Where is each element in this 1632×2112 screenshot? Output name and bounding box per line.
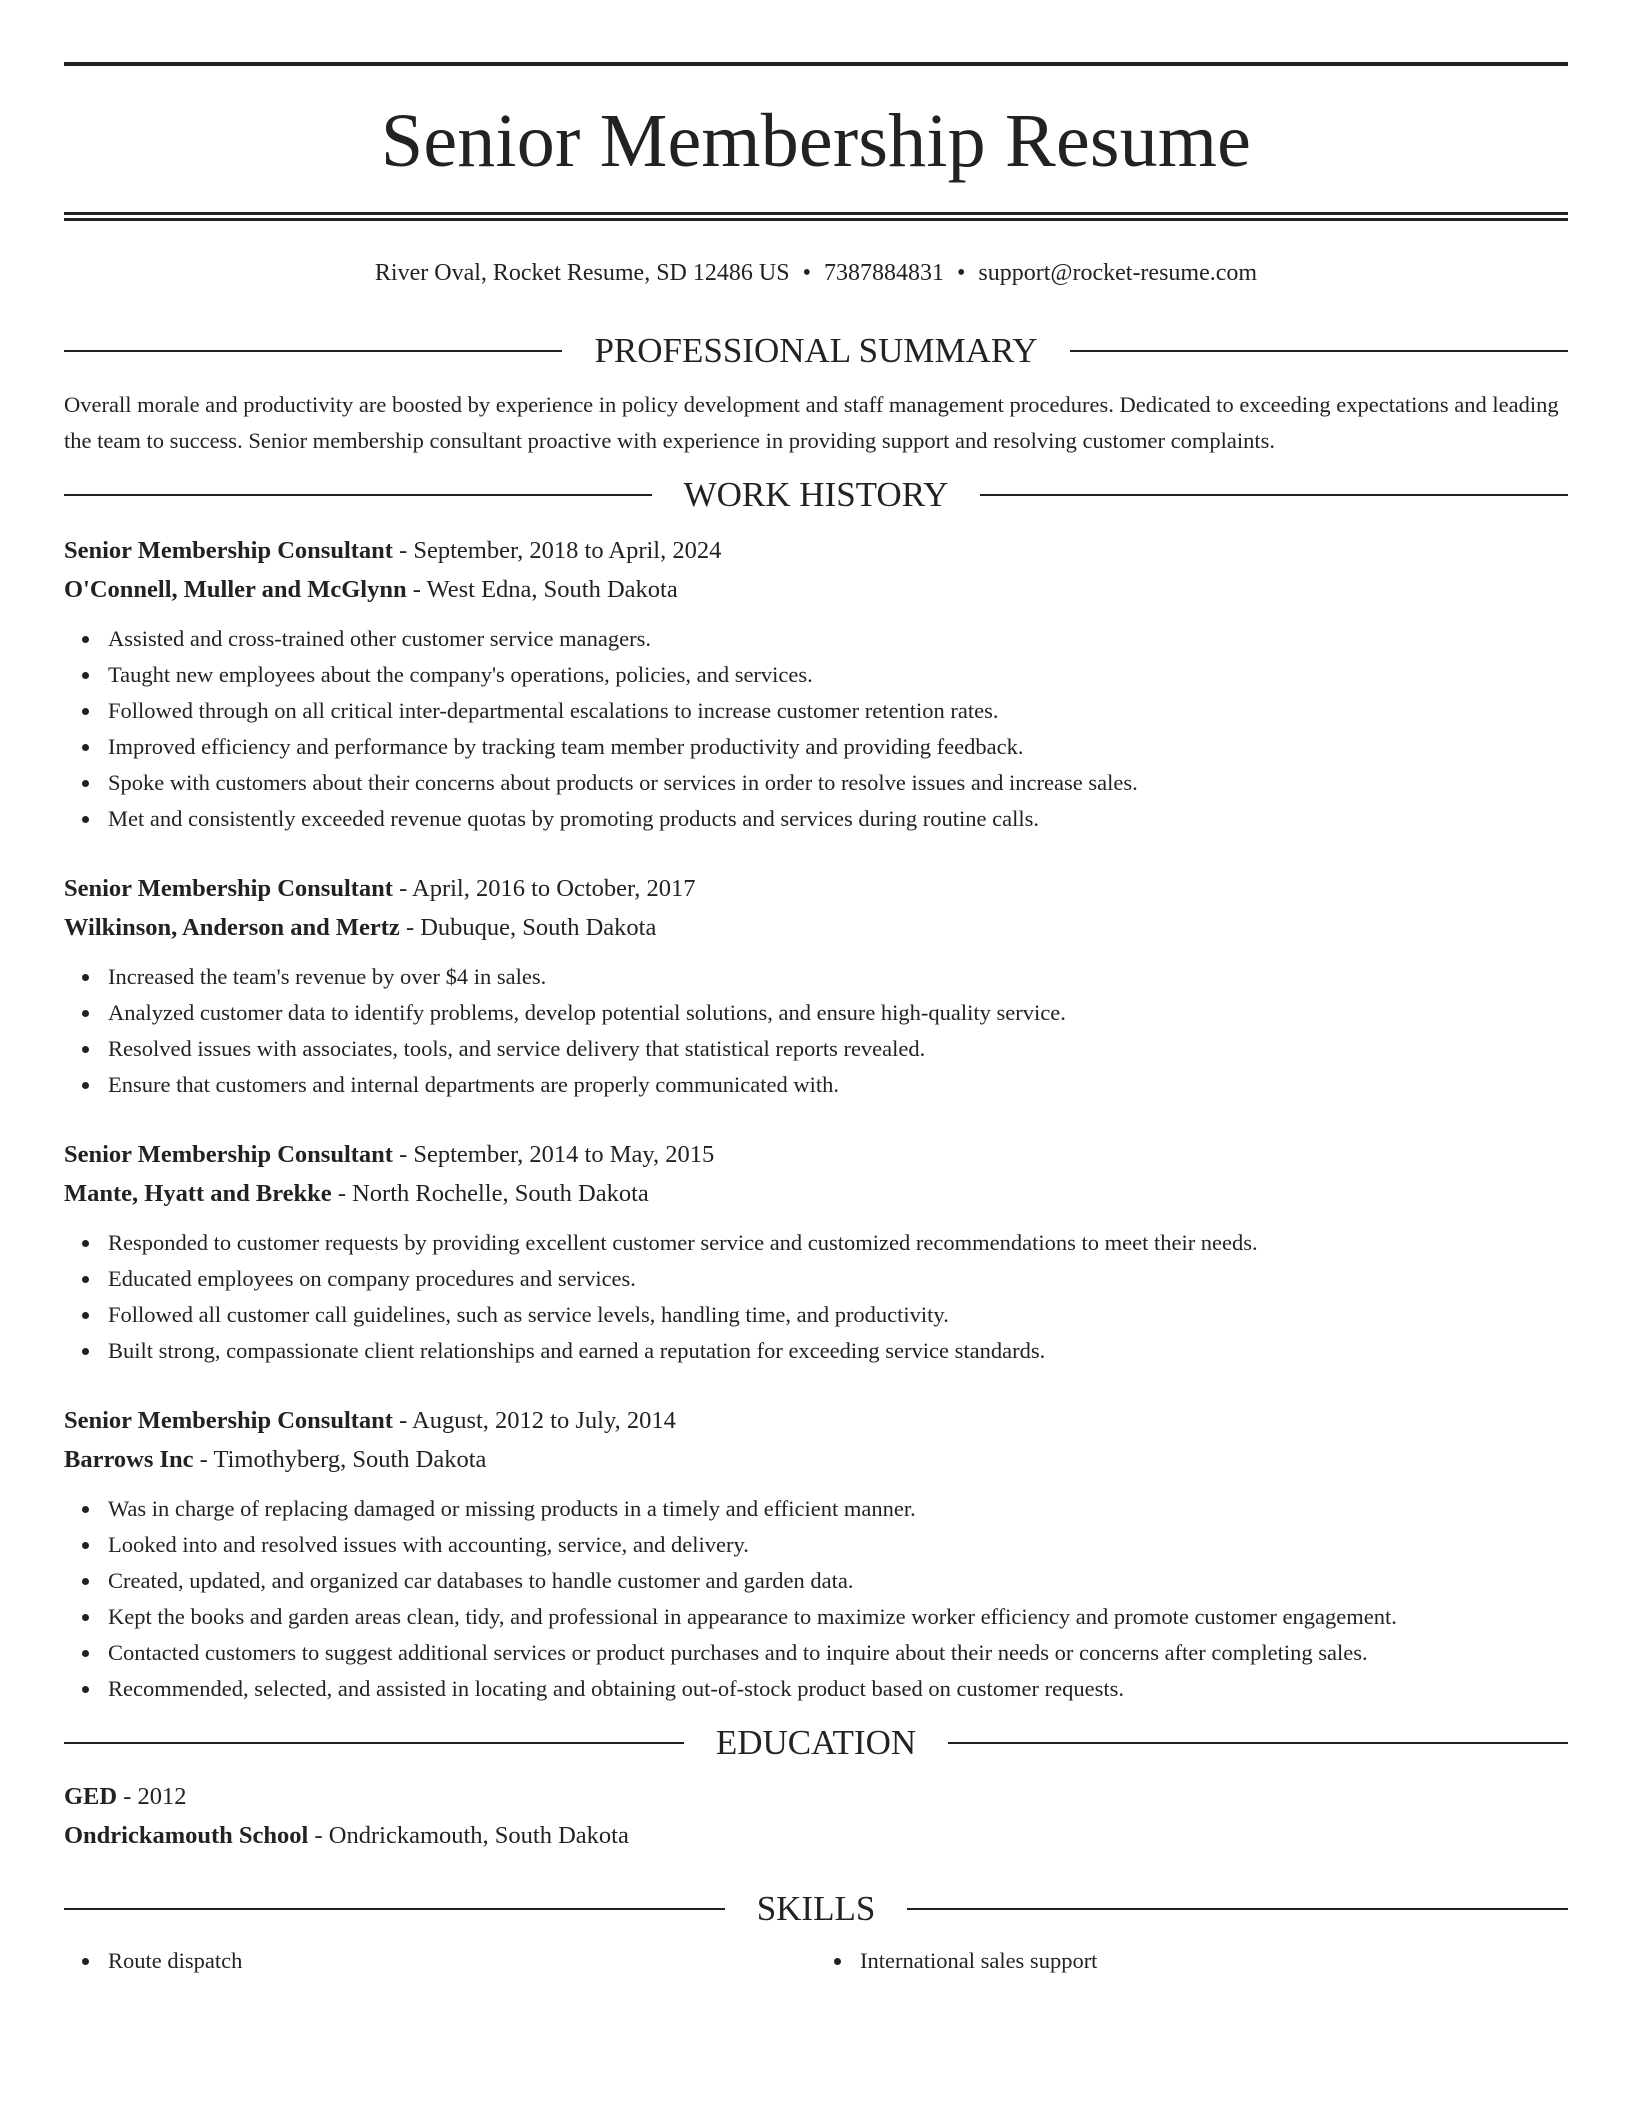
section-title-work: WORK HISTORY <box>683 475 949 514</box>
job-company: Wilkinson, Anderson and Mertz <box>64 914 400 941</box>
job-bullet: Taught new employees about the company's operations, policies, and services. <box>108 657 1568 693</box>
job-bullet-list <box>64 1491 1568 1707</box>
job-title: Senior Membership Consultant <box>64 537 393 564</box>
summary-text: Overall morale and productivity are boosted by experience in policy development and staff management procedures. Dedicated to exceeding expectations and leading the team to success. Senior membership consultant proactive with experience in providing support and resolving customer complaints. <box>64 392 1559 453</box>
section-header-education <box>64 1721 1568 1765</box>
section-rule-right <box>907 1908 1568 1910</box>
section-rule-right <box>948 1742 1568 1744</box>
job-bullet: Followed through on all critical inter-departmental escalations to increase customer retention rates. <box>108 693 1568 729</box>
section-header-summary <box>64 329 1568 373</box>
job-dates: - September, 2018 to April, 2024 <box>392 537 722 564</box>
job-title-line <box>64 531 1568 570</box>
job-bullet: Built strong, compassionate client relationships and earned a reputation for exceeding service standards. <box>108 1333 1568 1369</box>
job-location: - North Rochelle, South Dakota <box>331 1180 649 1207</box>
job-bullet: Educated employees on company procedures and services. <box>108 1261 1568 1297</box>
job-company-line <box>64 1174 1568 1213</box>
top-rule <box>64 62 1568 66</box>
section-title-education: EDUCATION <box>715 1723 917 1762</box>
job-location: - Dubuque, South Dakota <box>399 914 657 941</box>
contact-address: River Oval, Rocket Resume, SD 12486 US <box>374 260 790 286</box>
job-company: O'Connell, Muller and McGlynn <box>64 576 407 603</box>
resume-content <box>64 62 1568 1979</box>
job-bullet-list <box>64 621 1568 837</box>
job-bullet: Analyzed customer data to identify problems, develop potential solutions, and ensure high-quality service. <box>108 995 1568 1031</box>
job-entry <box>64 1135 1568 1369</box>
contact-separator: • <box>956 260 966 286</box>
job-title-line <box>64 869 1568 908</box>
contact-separator: • <box>802 260 811 286</box>
section-rule-left <box>64 1908 725 1910</box>
skills-list-right <box>816 1943 1568 1979</box>
section-rule-left <box>64 350 562 352</box>
job-title-line <box>64 1401 1568 1440</box>
section-title-skills: SKILLS <box>756 1889 876 1928</box>
job-company-line <box>64 570 1568 609</box>
job-bullet: Responded to customer requests by providing excellent customer service and customized recommendations to meet their needs. <box>108 1225 1568 1261</box>
section-rule-right <box>980 494 1568 496</box>
section-header-work <box>64 473 1568 517</box>
job-bullet: Followed all customer call guidelines, such as service levels, handling time, and productivity. <box>108 1297 1568 1333</box>
skill-item: International sales support <box>860 1943 1568 1979</box>
job-title-line <box>64 1135 1568 1174</box>
job-location: - West Edna, South Dakota <box>406 576 678 603</box>
job-bullet: Improved efficiency and performance by tracking team member productivity and providing feedback. <box>108 729 1568 765</box>
job-location: - Timothyberg, South Dakota <box>193 1446 487 1473</box>
job-dates: - April, 2016 to October, 2017 <box>392 875 696 902</box>
section-header-skills <box>64 1887 1568 1931</box>
contact-phone: 7387884831 <box>823 260 944 286</box>
job-bullet: Met and consistently exceeded revenue quotas by promoting products and services during routine calls. <box>108 801 1568 837</box>
job-company: Barrows Inc <box>64 1446 194 1473</box>
job-bullet: Looked into and resolved issues with accounting, service, and delivery. <box>108 1527 1568 1563</box>
title-double-rule <box>64 212 1568 221</box>
job-entry <box>64 869 1568 1103</box>
job-bullet: Recommended, selected, and assisted in locating and obtaining out-of-stock product based on customer requests. <box>108 1671 1568 1707</box>
education-entry <box>64 1777 1568 1855</box>
section-rule-left <box>64 494 652 496</box>
education-degree: GED <box>64 1783 118 1810</box>
job-title: Senior Membership Consultant <box>64 1141 393 1168</box>
job-bullet: Was in charge of replacing damaged or missing products in a timely and efficient manner. <box>108 1491 1568 1527</box>
education-location: - Ondrickamouth, South Dakota <box>308 1822 629 1849</box>
job-company-line <box>64 908 1568 947</box>
section-rule-right <box>1070 350 1568 352</box>
job-entry <box>64 1401 1568 1707</box>
job-dates: - August, 2012 to July, 2014 <box>392 1407 676 1434</box>
job-company: Mante, Hyatt and Brekke <box>64 1180 332 1207</box>
contact-line <box>64 257 1568 289</box>
resume-title: Senior Membership Resume <box>380 99 1252 183</box>
job-title: Senior Membership Consultant <box>64 875 393 902</box>
job-title: Senior Membership Consultant <box>64 1407 393 1434</box>
job-bullet: Ensure that customers and internal departments are properly communicated with. <box>108 1067 1568 1103</box>
job-bullet: Created, updated, and organized car databases to handle customer and garden data. <box>108 1563 1568 1599</box>
job-entry <box>64 531 1568 837</box>
skill-item: Route dispatch <box>108 1943 816 1979</box>
job-bullet: Kept the books and garden areas clean, tidy, and professional in appearance to maximize worker efficiency and promote customer engagement. <box>108 1599 1568 1635</box>
section-rule-left <box>64 1742 684 1744</box>
education-school: Ondrickamouth School <box>64 1822 309 1849</box>
skills-list-left <box>64 1943 816 1979</box>
job-bullet: Spoke with customers about their concerns about products or services in order to resolve issues and increase sales. <box>108 765 1568 801</box>
section-title-summary: PROFESSIONAL SUMMARY <box>594 331 1038 370</box>
job-dates: - September, 2014 to May, 2015 <box>392 1141 715 1168</box>
education-degree-line <box>64 1777 1568 1816</box>
skills-grid <box>64 1943 1568 1979</box>
job-bullet: Assisted and cross-trained other customer service managers. <box>108 621 1568 657</box>
contact-email: support@rocket-resume.com <box>978 260 1258 286</box>
job-bullet-list <box>64 1225 1568 1369</box>
job-company-line <box>64 1440 1568 1479</box>
education-school-line <box>64 1816 1568 1855</box>
job-bullet: Resolved issues with associates, tools, and service delivery that statistical reports revealed. <box>108 1031 1568 1067</box>
job-bullet: Increased the team's revenue by over $4 in sales. <box>108 959 1568 995</box>
job-bullet: Contacted customers to suggest additional services or product purchases and to inquire about their needs or concerns after completing sales. <box>108 1635 1568 1671</box>
education-year: - 2012 <box>117 1783 187 1810</box>
job-bullet-list <box>64 959 1568 1103</box>
